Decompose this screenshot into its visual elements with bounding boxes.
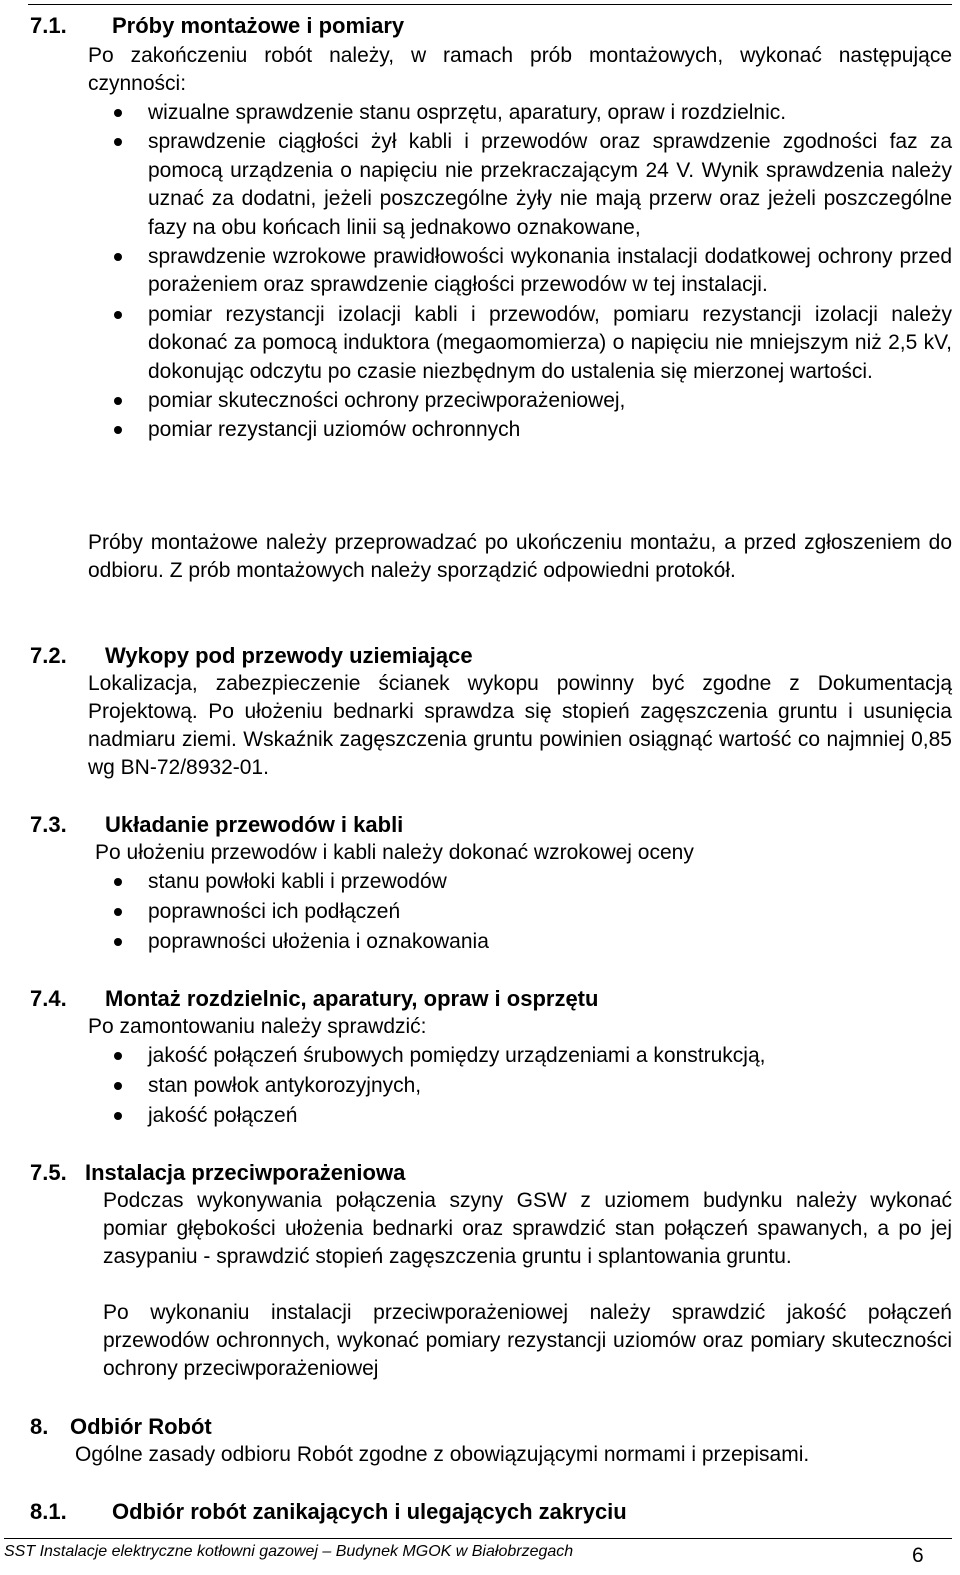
- section-paragraph-1: Podczas wykonywania połączenia szyny GSW z uziomem budynku należy wykonać pomiar głębokości ułożenia bednarki oraz sprawdzić stan połączeń spawanych, a po jej zasypaniu - sprawdzić stopień zagęszczenia gruntu i splantowania gruntu.: [103, 1189, 952, 1268]
- list-item-text: poprawności ułożenia i oznakowania: [148, 929, 489, 953]
- list-item-text: stan powłok antykorozyjnych,: [148, 1073, 422, 1097]
- section-title: Odbiór Robót: [70, 1414, 212, 1439]
- list-item-text: jakość połączeń: [148, 1103, 298, 1127]
- section-title: Odbiór robót zanikających i ulegających zakryciu: [112, 1499, 627, 1524]
- bullet-icon: [114, 908, 122, 916]
- list-item: [148, 898, 952, 926]
- bullet-icon: [114, 426, 122, 434]
- list-item-text: wizualne sprawdzenie stanu osprzętu, aparatury, opraw i rozdzielnic.: [148, 101, 787, 124]
- section-title: Montaż rozdzielnic, aparatury, opraw i osprzętu: [105, 986, 599, 1011]
- list-item-text: stanu powłoki kabli i przewodów: [148, 870, 447, 893]
- list-item: [148, 1042, 952, 1070]
- list-item: [148, 99, 952, 127]
- bullet-icon: [114, 138, 122, 146]
- section-intro: Po zakończeniu robót należy, w ramach prób montażowych, wykonać następujące czynności:: [88, 44, 952, 95]
- section-body: Lokalizacja, zabezpieczenie ścianek wykopu powinny być zgodne z Dokumentacją Projektową. Po ułożeniu bednarki sprawdza się stopień zagęszczenia gruntu i usunięcia nadmiaru ziemi. Wskaźnik zagęszczenia gruntu powinien osiągnąć wartość co najmniej 0,85 wg BN-72/8932-01.: [88, 672, 952, 779]
- section-title: Próby montażowe i pomiary: [112, 13, 405, 38]
- section-number: 8.1.: [30, 1499, 67, 1524]
- section-intro: Po zamontowaniu należy sprawdzić:: [88, 1015, 427, 1038]
- section-number: 7.2.: [30, 643, 67, 668]
- page-number: 6: [912, 1544, 924, 1567]
- list-item: [148, 1102, 952, 1130]
- section-number: 7.4.: [30, 986, 67, 1011]
- bullet-icon: [114, 1052, 122, 1060]
- list-item-text: pomiar rezystancji izolacji kabli i przewodów, pomiaru rezystancji izolacji należy dokonać za pomocą induktora (megaomomierza) o napięciu nie mniejszym niż 2,5 kV, dokonując odczytu po czasie niezbędnym do ustalenia się mierzonej wartości.: [148, 302, 952, 383]
- bullet-list: [148, 99, 952, 445]
- bullet-icon: [114, 311, 122, 319]
- list-item: [148, 416, 952, 444]
- list-item-text: sprawdzenie wzrokowe prawidłowości wykonania instalacji dodatkowej ochrony przed porażeniem oraz sprawdzenie ciągłości przewodów w tej instalacji.: [148, 245, 952, 297]
- list-item: [148, 1072, 952, 1100]
- section-title: Wykopy pod przewody uziemiające: [105, 643, 473, 668]
- list-item-text: pomiar skuteczności ochrony przeciwporażeniowej,: [148, 389, 626, 413]
- bullet-icon: [114, 1082, 122, 1090]
- list-item-text: jakość połączeń śrubowych pomiędzy urządzeniami a konstrukcją,: [148, 1044, 766, 1067]
- list-item: [148, 387, 952, 415]
- section-outro: Próby montażowe należy przeprowadzać po ukończeniu montażu, a przed zgłoszeniem do odbioru. Z prób montażowych należy sporządzić odpowiedni protokół.: [88, 531, 952, 582]
- list-item-text: sprawdzenie ciągłości żył kabli i przewodów oraz sprawdzenie zgodności faz za pomocą urządzenia o napięciu nie przekraczającym 24 V. Wynik sprawdzenia należy uznać za dodatni, jeżeli poszczególne żyły nie mają przerw oraz jeżeli poszczególne fazy na obu końcach linii są jednakowo oznakowane,: [148, 130, 952, 239]
- list-item: [148, 928, 952, 956]
- section-paragraph-2: Po wykonaniu instalacji przeciwporażeniowej należy sprawdzić jakość połączeń przewodów ochronnych, wykonać pomiary rezystancji uziomów oraz pomiary skuteczności ochrony przeciwporażeniowej: [103, 1301, 952, 1380]
- list-item: [148, 243, 952, 300]
- section-title: Układanie przewodów i kabli: [105, 812, 404, 837]
- bullet-icon: [114, 397, 122, 405]
- section-number: 7.5.: [30, 1160, 67, 1185]
- list-item: [148, 128, 952, 242]
- section-number: 7.1.: [30, 13, 67, 38]
- list-item: [148, 301, 952, 386]
- section-number: 7.3.: [30, 812, 67, 837]
- bullet-icon: [114, 878, 122, 886]
- bullet-list: [148, 868, 952, 956]
- footer-rule: [4, 1538, 952, 1539]
- bullet-list: [148, 1042, 952, 1130]
- section-intro: Po ułożeniu przewodów i kabli należy dokonać wzrokowej oceny: [95, 841, 694, 864]
- bullet-icon: [114, 253, 122, 261]
- footer-text: SST Instalacje elektryczne kotłowni gazowej – Budynek MGOK w Białobrzegach: [4, 1543, 574, 1560]
- section-title: Instalacja przeciwporażeniowa: [85, 1160, 406, 1185]
- section-body: Ogólne zasady odbioru Robót zgodne z obowiązującymi normami i przepisami.: [75, 1443, 810, 1466]
- bullet-icon: [114, 938, 122, 946]
- top-rule: [28, 4, 952, 5]
- bullet-icon: [114, 1112, 122, 1120]
- section-number: 8.: [30, 1414, 49, 1439]
- list-item-text: poprawności ich podłączeń: [148, 899, 401, 923]
- bullet-icon: [114, 109, 122, 117]
- list-item: [148, 868, 952, 896]
- list-item-text: pomiar rezystancji uziomów ochronnych: [148, 418, 521, 442]
